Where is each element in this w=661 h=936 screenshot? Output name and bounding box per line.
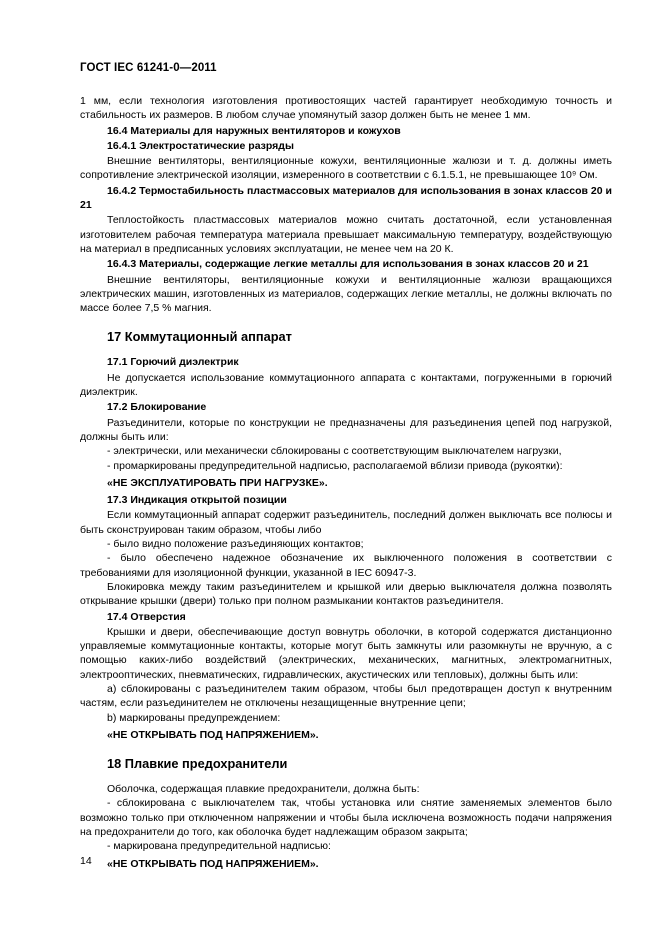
- list-item: - маркирована предупредительной надписью:: [107, 840, 331, 853]
- clause-heading: 16.4.2 Термостабильность пластмассовых материалов для использования в зонах классов 20 и 21: [80, 184, 612, 212]
- paragraph: Теплостойкость пластмассовых материалов можно считать достаточной, если установленная изготовителем рабочая температура материала превышает максимальную температуру, воздействующую на материал в предписанных условиях эксплуатации, не менее чем на 20 К.: [80, 214, 612, 255]
- warning-label: «НЕ ОТКРЫВАТЬ ПОД НАПРЯЖЕНИЕМ».: [107, 857, 319, 870]
- clause-heading: 17.4 Отверстия: [107, 610, 186, 623]
- warning-label: «НЕ ОТКРЫВАТЬ ПОД НАПРЯЖЕНИЕМ».: [107, 728, 319, 741]
- section-heading: 18 Плавкие предохранители: [107, 756, 288, 772]
- clause-heading: 16.4.1 Электростатические разряды: [107, 139, 294, 152]
- clause-heading: 17.1 Горючий диэлектрик: [107, 356, 239, 369]
- list-item: b) маркированы предупреждением:: [107, 711, 281, 724]
- paragraph: Не допускается использование коммутационного аппарата с контактами, погруженными в горючий диэлектрик.: [80, 371, 612, 399]
- page-number: 14: [80, 855, 92, 867]
- clause-heading: 16.4 Материалы для наружных вентиляторов и кожухов: [107, 124, 401, 137]
- clause-heading: 16.4.3 Материалы, содержащие легкие металлы для использования в зонах классов 20 и 21: [107, 258, 589, 271]
- paragraph: Внешние вентиляторы, вентиляционные кожухи и вентиляционные жалюзи вращающихся электрических машин, изготовленных из материалов, содержащих легкие металлы, не должны включать по массе более 7,5 % магния.: [80, 273, 612, 315]
- document-body: [80, 94, 612, 874]
- warning-label: «НЕ ЭКСПЛУАТИРОВАТЬ ПРИ НАГРУЗКЕ».: [107, 476, 328, 489]
- list-item: - было видно положение разъединяющих контактов;: [107, 538, 364, 551]
- paragraph: Разъединители, которые по конструкции не предназначены для разъединения цепей под нагрузкой, должны быть или:: [80, 416, 612, 443]
- list-item: a) сблокированы с разъединителем таким образом, чтобы был предотвращен доступ к внутренним частям, если разъединителем не отключены незащищенные внутренние цепи;: [80, 682, 612, 710]
- document-header: ГОСТ IEC 61241-0—2011: [80, 62, 217, 74]
- paragraph: Если коммутационный аппарат содержит разъединитель, последний должен выключать все полюсы и быть сконструирован таким образом, чтобы либо: [80, 509, 612, 536]
- paragraph: Блокировка между таким разъединителем и крышкой или дверью выключателя должна позволять открывание крышки (двери) только при полном размыкании контактов разъединителя.: [80, 580, 612, 608]
- paragraph: Оболочка, содержащая плавкие предохранители, должна быть:: [107, 783, 420, 796]
- list-item: - промаркированы предупредительной надписью, располагаемой вблизи привода (рукоятки):: [107, 459, 563, 472]
- paragraph: Внешние вентиляторы, вентиляционные кожухи, вентиляционные жалюзи и т. д. должны иметь сопротивление электрической изоляции, измеренного в соответствии с 6.1.5.1, не превышающее 10⁹ Ом.: [80, 155, 612, 182]
- list-item: - было обеспечено надежное обозначение их выключенного положения в соответствии с требованиями для изоляционной функции, указанной в IEC 60947-3.: [80, 552, 612, 579]
- clause-heading: 17.3 Индикация открытой позиции: [107, 494, 287, 507]
- list-item: - сблокирована с выключателем так, чтобы установка или снятие заменяемых элементов было возможно только при отключенном напряжении и чтобы была исключена возможность подачи напряжения на предохранители до того, как оболочка будет надлежащим образом закрыта;: [80, 797, 612, 839]
- clause-heading: 17.2 Блокирование: [107, 401, 207, 414]
- paragraph: Крышки и двери, обеспечивающие доступ вовнутрь оболочки, в которой содержатся дистанционно управляемые коммутационные контакты, которые могут быть замкнуты или разомкнуты не вручную, а с помощью каких-либо воздействий (электрических, механических, магнитных, электромагнитных, электрооптических, пневматических, гидравлических, акустических или тепловых), должны быть или:: [80, 625, 612, 681]
- paragraph: 1 мм, если технология изготовления противостоящих частей гарантирует необходимую точность и стабильность их размеров. В любом случае упомянутый зазор должен быть не менее 1 мм.: [80, 95, 612, 122]
- list-item: - электрически, или механически сблокированы с соответствующим выключателем нагрузки,: [107, 445, 562, 458]
- section-heading: 17 Коммутационный аппарат: [107, 329, 292, 345]
